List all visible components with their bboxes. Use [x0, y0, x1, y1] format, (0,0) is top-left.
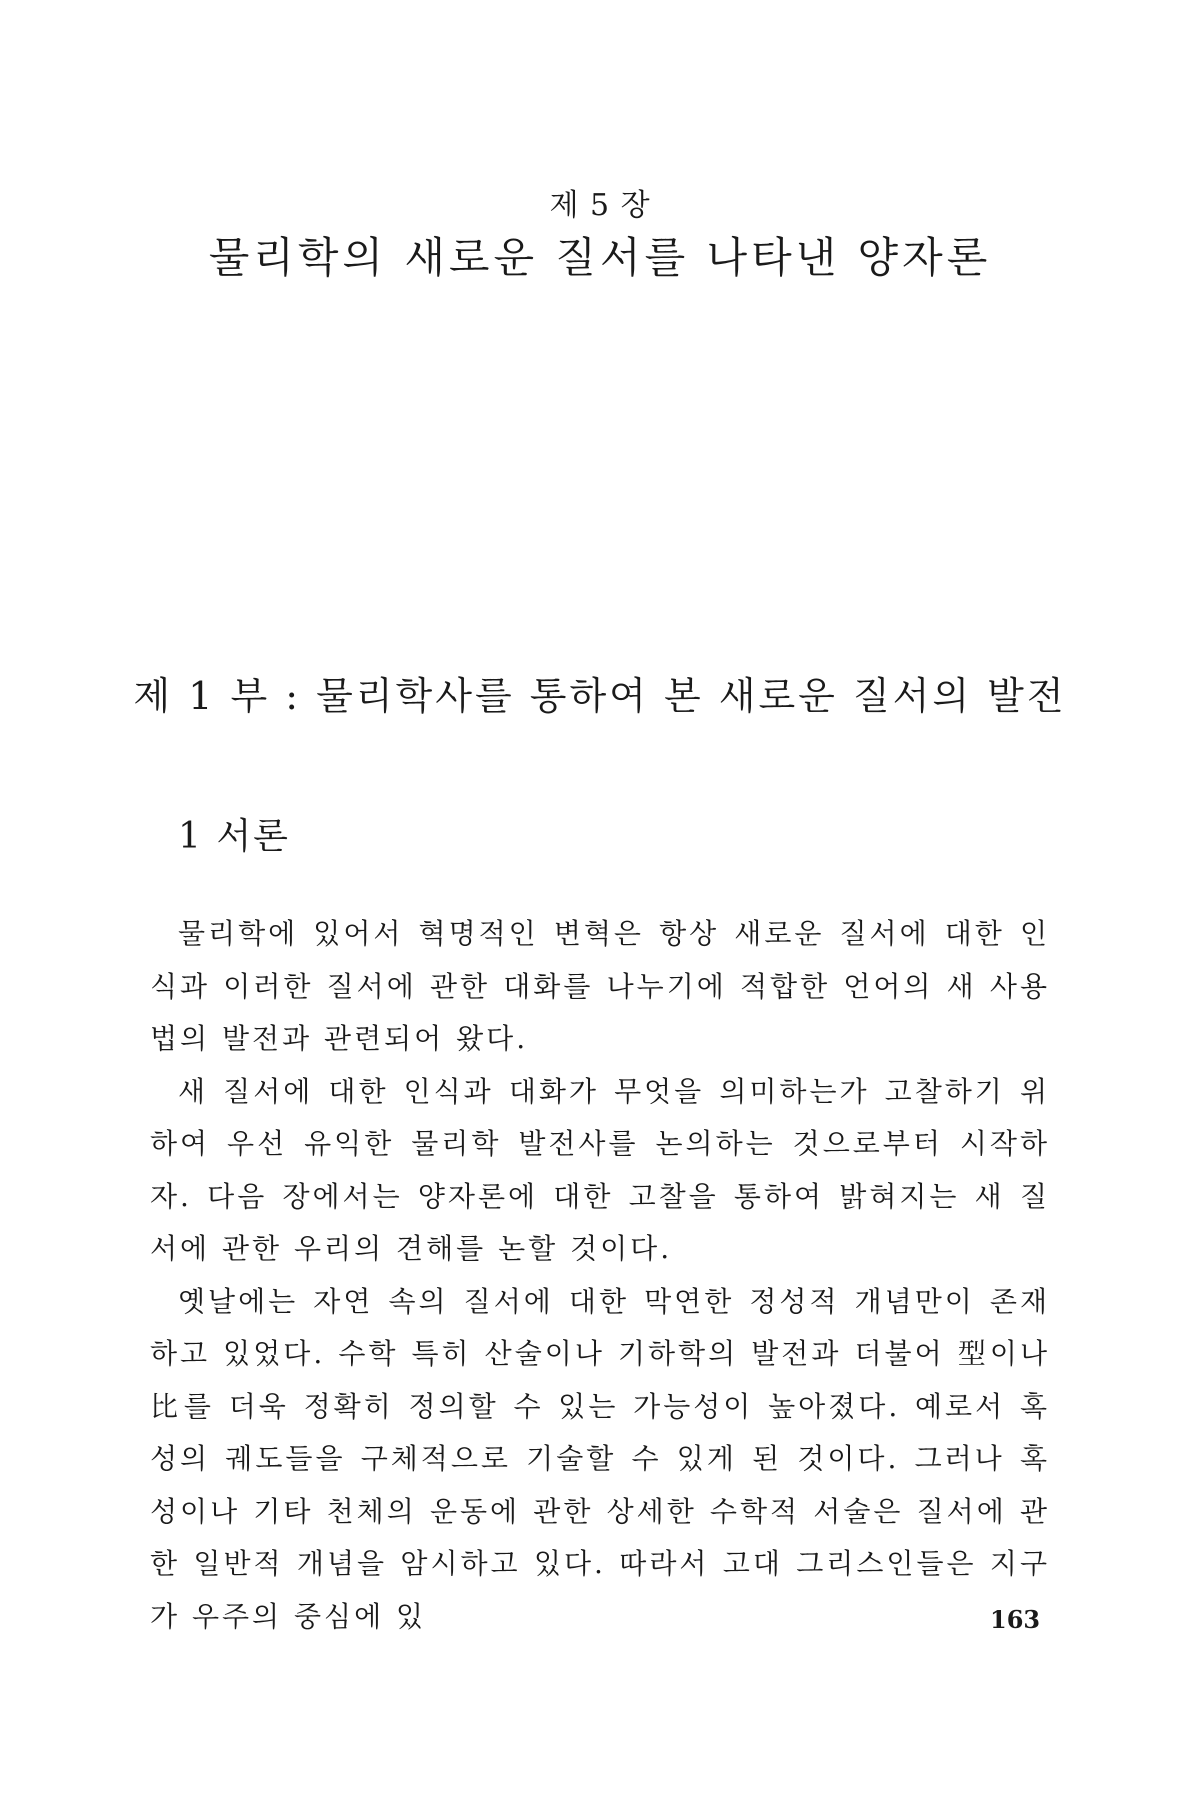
chapter-number: 제 5 장: [549, 188, 651, 223]
page-number: 163: [990, 1605, 1041, 1634]
chapter-title: 물리학의 새로운 질서를 나타낸 양자론: [208, 233, 992, 282]
body-text: [150, 908, 1050, 1643]
section-heading: 1 서론: [178, 816, 290, 857]
part-title: 제 1 부 : 물리학사를 통하여 본 새로운 질서의 발전: [133, 674, 1067, 718]
paragraph-2: 새 질서에 대한 인식과 대화가 무엇을 의미하는가 고찰하기 위하여 우선 유익한 물리학 발전사를 논의하는 것으로부터 시작하자. 다음 장에서는 양자론에 대한 고찰을 통하여 밝혀지는 새 질서에 관한 우리의 견해를 논할 것이다.: [150, 1074, 1050, 1265]
paragraph-1: 물리학에 있어서 혁명적인 변혁은 항상 새로운 질서에 대한 인식과 이러한 질서에 관한 대화를 나누기에 적합한 언어의 새 사용법의 발전과 관련되어 왔다.: [150, 917, 1050, 1055]
paragraph-3: 옛날에는 자연 속의 질서에 대한 막연한 정성적 개념만이 존재하고 있었다. 수학 특히 산술이나 기하학의 발전과 더불어 型이나 比를 더욱 정확히 정의할 수 있는 가능성이 높아졌다. 예로서 혹성의 궤도들을 구체적으로 기술할 수 있게 된 것이다. 그러나 혹성이나 기타 천체의 운동에 관한 상세한 수학적 서술은 질서에 관한 일반적 개념을 암시하고 있다. 따라서 고대 그리스인들은 지구가 우주의 중심에 있: [150, 1284, 1050, 1633]
